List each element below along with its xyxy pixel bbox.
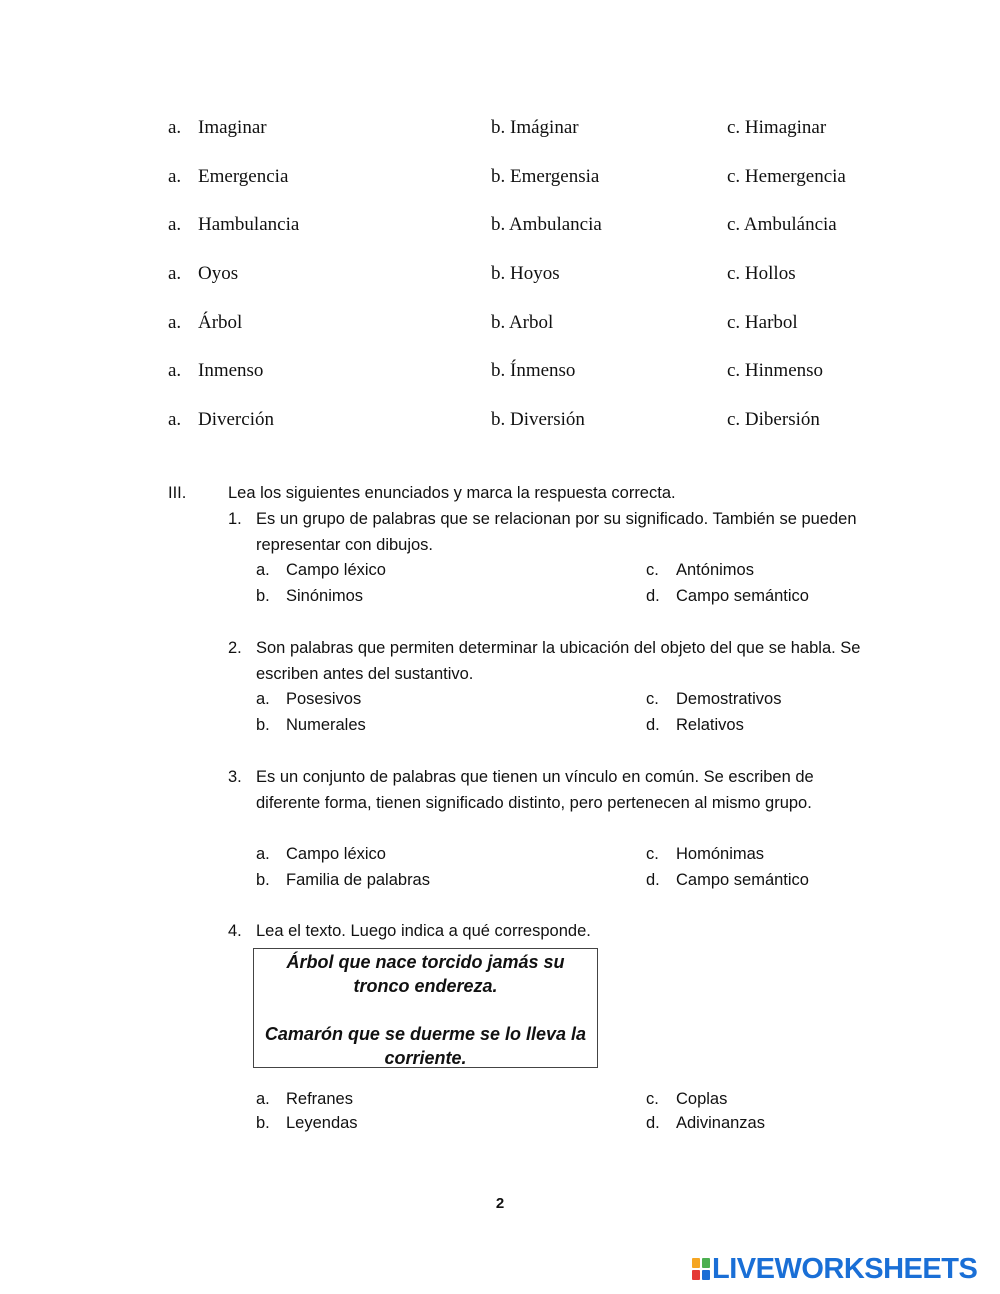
option-letter: c. (646, 1090, 659, 1108)
option-letter: c. (646, 561, 659, 579)
brand-watermark[interactable] (692, 1254, 977, 1284)
option-b[interactable]: b. Arbol (491, 312, 554, 333)
option-b[interactable]: b. Hoyos (491, 263, 560, 284)
option-c[interactable]: c. Harbol (727, 312, 798, 333)
answer-option[interactable]: Leyendas (286, 1114, 358, 1132)
option-c[interactable]: c. Hollos (727, 263, 796, 284)
answer-option[interactable]: Posesivos (286, 690, 362, 708)
option-a[interactable]: Hambulancia (198, 214, 300, 235)
option-letter: a. (256, 561, 270, 579)
answer-option[interactable]: Campo léxico (286, 845, 386, 863)
option-b[interactable]: b. Ínmenso (491, 360, 576, 381)
option-a-letter: a. (168, 360, 182, 381)
option-a[interactable]: Oyos (198, 263, 239, 284)
question-text: Es un grupo de palabras que se relacionan por su significado. También se pueden representar con dibujos. (256, 510, 857, 554)
option-letter: d. (646, 871, 660, 889)
proverb-box (253, 948, 598, 1068)
question-number: 3. (228, 768, 242, 786)
question-text: Son palabras que permiten determinar la ubicación del objeto del que se habla. Se escriben antes del sustantivo. (256, 639, 861, 683)
option-b[interactable]: b. Ambulancia (491, 214, 602, 235)
logo-block (692, 1258, 700, 1268)
liveworksheets-logo-icon (692, 1258, 710, 1280)
option-letter: c. (646, 690, 659, 708)
spelling-row (0, 166, 1000, 196)
question-number: 1. (228, 510, 242, 528)
option-a-letter: a. (168, 117, 182, 138)
question-text: Es un conjunto de palabras que tienen un vínculo en común. Se escriben de diferente forma, tienen significado distinto, pero pertenecen al mismo grupo. (256, 768, 814, 812)
answer-option[interactable]: Adivinanzas (676, 1114, 765, 1132)
spelling-row (0, 360, 1000, 390)
spelling-row (0, 117, 1000, 147)
option-letter: b. (256, 871, 270, 889)
answer-option[interactable]: Relativos (676, 716, 744, 734)
question-number: 2. (228, 639, 242, 657)
proverb-text: Árbol que nace torcido jamás su tronco endereza. (286, 952, 565, 996)
section-numeral: III. (168, 484, 187, 502)
option-c[interactable]: c. Hemergencia (727, 166, 846, 187)
option-b[interactable]: b. Diversión (491, 409, 585, 430)
option-letter: a. (256, 690, 270, 708)
option-c[interactable]: c. Dibersión (727, 409, 820, 430)
option-a-letter: a. (168, 263, 182, 284)
page-number: 2 (495, 1195, 505, 1212)
answer-option[interactable]: Campo semántico (676, 587, 809, 605)
spelling-row (0, 312, 1000, 342)
option-a[interactable]: Diverción (198, 409, 274, 430)
answer-option[interactable]: Homónimas (676, 845, 765, 863)
question-number: 4. (228, 922, 242, 940)
option-a-letter: a. (168, 166, 182, 187)
spelling-row (0, 214, 1000, 244)
answer-option[interactable]: Campo semántico (676, 871, 809, 889)
option-a-letter: a. (168, 214, 182, 235)
option-c[interactable]: c. Himaginar (727, 117, 827, 138)
answer-option[interactable]: Campo léxico (286, 561, 386, 579)
question-text: Lea el texto. Luego indica a qué corresponde. (256, 922, 591, 940)
logo-block (702, 1270, 710, 1280)
option-letter: a. (256, 1090, 270, 1108)
answer-option[interactable]: Refranes (286, 1090, 353, 1108)
answer-option[interactable]: Antónimos (676, 561, 754, 579)
option-b[interactable]: b. Imáginar (491, 117, 579, 138)
answer-option[interactable]: Sinónimos (286, 587, 364, 605)
option-letter: d. (646, 587, 660, 605)
answer-option[interactable]: Demostrativos (676, 690, 782, 708)
option-b[interactable]: b. Emergensia (491, 166, 600, 187)
option-c[interactable]: c. Ambuláncia (727, 214, 837, 235)
option-a-letter: a. (168, 409, 182, 430)
option-letter: d. (646, 716, 660, 734)
option-letter: b. (256, 587, 270, 605)
option-letter: d. (646, 1114, 660, 1132)
option-a[interactable]: Imaginar (198, 117, 267, 138)
logo-block (702, 1258, 710, 1268)
answer-option[interactable]: Familia de palabras (286, 871, 430, 889)
spelling-row (0, 263, 1000, 293)
option-letter: b. (256, 716, 270, 734)
spelling-row (0, 409, 1000, 439)
proverb-text: Camarón que se duerme se lo lleva la corriente. (264, 1024, 587, 1068)
option-a[interactable]: Emergencia (198, 166, 289, 187)
option-a-letter: a. (168, 312, 182, 333)
option-a[interactable]: Árbol (198, 312, 243, 333)
option-a[interactable]: Inmenso (198, 360, 264, 381)
option-letter: c. (646, 845, 659, 863)
logo-block (692, 1270, 700, 1280)
option-c[interactable]: c. Hinmenso (727, 360, 824, 381)
answer-option[interactable]: Numerales (286, 716, 366, 734)
brand-name: LIVEWORKSHEETS (712, 1252, 978, 1285)
option-letter: a. (256, 845, 270, 863)
answer-option[interactable]: Coplas (676, 1090, 728, 1108)
section-instruction: Lea los siguientes enunciados y marca la respuesta correcta. (228, 484, 676, 502)
option-letter: b. (256, 1114, 270, 1132)
